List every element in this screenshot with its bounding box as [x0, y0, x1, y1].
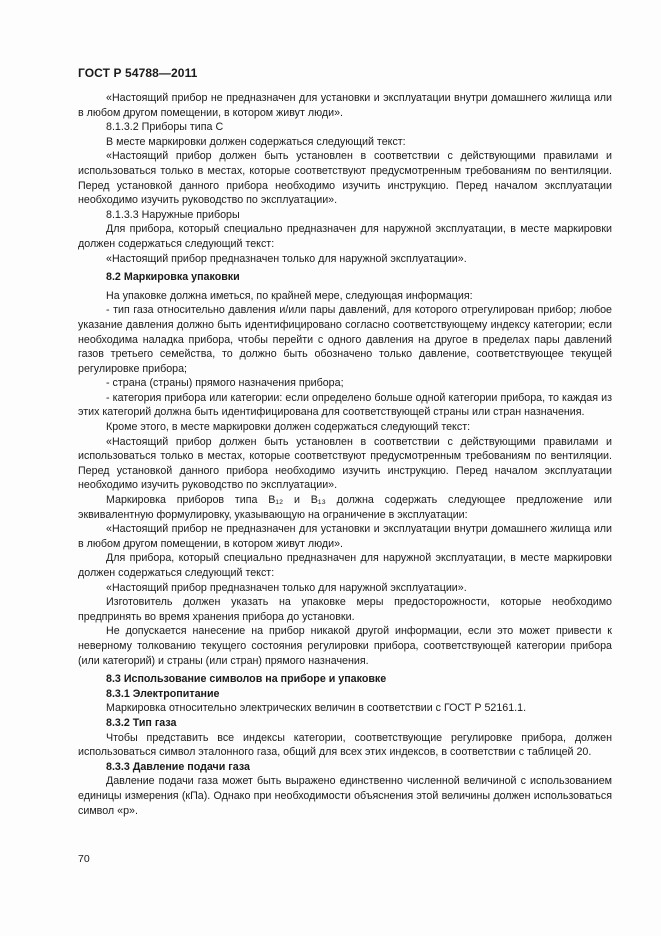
- paragraph-quote-indoor: «Настоящий прибор не предназначен для установки и эксплуатации внутри домашнего жилища или в любом другом помещении, в котором живут люди».: [78, 92, 612, 119]
- page-number: 70: [78, 853, 90, 865]
- paragraph: Для прибора, который специально предназначен для наружной эксплуатации, в месте маркировки должен содержаться следующий текст:: [78, 223, 612, 250]
- subsection-8-1-3-3: 8.1.3.3 Наружные приборы: [106, 208, 240, 221]
- paragraph: Не допускается нанесение на прибор никакой другой информации, если это может привести к неверному толкованию текущего состояния регулировки прибора, соответствующей категории прибора (или категорий) и страны (или стран) прямого назначения.: [78, 625, 612, 667]
- section-heading-8-3: 8.3 Использование символов на приборе и упаковке: [106, 673, 387, 686]
- paragraph: На упаковке должна иметься, по крайней мере, следующая информация:: [106, 289, 473, 302]
- paragraph: Чтобы представить все индексы категории, соответствующие регулировке прибора, должен использоваться символ эталонного газа, общий для всех этих индексов, в соответствии с таблицей 20.: [78, 731, 612, 759]
- list-item-country: - страна (страны) прямого назначения прибора;: [106, 377, 344, 390]
- paragraph-quote-install: «Настоящий прибор должен быть установлен в соответствии с действующими правилами и использоваться только в местах, которые соответствуют предусмотренным требованиям по вентиляции. Перед установкой данного прибора необходимо изучить инструкцию. Перед началом эксплуатации необходимо изучить руководство по эксплуатации».: [78, 435, 612, 492]
- paragraph: Кроме этого, в месте маркировки должен содержаться следующий текст:: [106, 421, 471, 434]
- list-item-category: - категория прибора или категории: если определено больше одной категории прибора, то каждая из этих категорий должна быть идентифицирована для соответствующей страны или стран назначения.: [78, 391, 612, 419]
- subsection-8-1-3-2: 8.1.3.2 Приборы типа C: [106, 121, 224, 134]
- paragraph-quote-install: «Настоящий прибор должен быть установлен в соответствии с действующими правилами и использоваться только в местах, которые соответствуют предусмотренным требованиям по вентиляции. Перед установкой данного прибора необходимо изучить инструкцию. Перед началом эксплуатации необходимо изучить руководство по эксплуатации».: [78, 150, 612, 207]
- paragraph-quote-outdoor: «Настоящий прибор предназначен только для наружной эксплуатации».: [106, 581, 467, 594]
- document-body: [78, 91, 612, 818]
- paragraph: Изготовитель должен указать на упаковке меры предосторожности, которые необходимо предпринять во время хранения прибора до установки.: [78, 596, 612, 623]
- section-heading-8-2: 8.2 Маркировка упаковки: [106, 271, 240, 284]
- document-header: ГОСТ Р 54788—2011: [78, 66, 198, 80]
- paragraph: Для прибора, который специально предназначен для наружной эксплуатации, в месте маркировки должен содержаться следующий текст:: [78, 552, 612, 579]
- paragraph-quote-outdoor: «Настоящий прибор предназначен только для наружной эксплуатации».: [106, 252, 467, 265]
- paragraph: В месте маркировки должен содержаться следующий текст:: [106, 135, 406, 148]
- paragraph: Давление подачи газа может быть выражено единственно численной величиной с использованием единицы измерения (кПа). Однако при необходимости объяснения этой величины должен использоваться символ «p».: [78, 775, 612, 817]
- subsection-heading-8-3-2: 8.3.2 Тип газа: [106, 716, 177, 729]
- subsection-heading-8-3-3: 8.3.3 Давление подачи газа: [106, 760, 250, 773]
- paragraph-quote-indoor: «Настоящий прибор не предназначен для установки и эксплуатации внутри домашнего жилища или в любом другом помещении, в котором живут люди».: [78, 523, 612, 550]
- paragraph: Маркировка относительно электрических величин в соответствии с ГОСТ Р 52161.1.: [106, 702, 527, 715]
- paragraph-b12-b13: Маркировка приборов типа B₁₂ и B₁₃ должна содержать следующее предложение или эквивалентную формулировку, указывающую на ограничение в эксплуатации:: [78, 494, 612, 521]
- subsection-heading-8-3-1: 8.3.1 Электропитание: [106, 687, 220, 700]
- list-item-gas-type: - тип газа относительно давления и/или пары давлений, для которого отрегулирован прибор; любое указание давления должно быть идентифицировано согласно соответствующему индексу категории; если необходима наладка прибора, чтобы перейти с одного давления на другое в пределах пары давлений газов третьего семейства, то должно быть обозначено только давление, соответствующее текущей регулировке прибора;: [78, 304, 612, 375]
